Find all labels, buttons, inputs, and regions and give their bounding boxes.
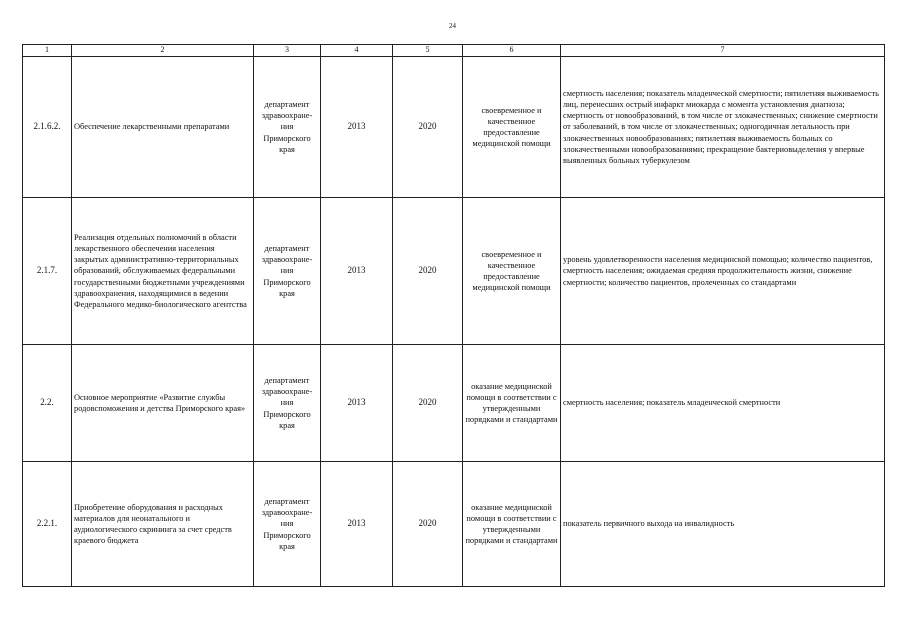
activity-name: Приобретение оборудования и расходных материалов для неонатального и аудиологического скрининга за счет средств краевого бюджета xyxy=(72,462,254,587)
indicators: смертность населения; показатель младенческой смертности xyxy=(561,345,885,462)
start-year: 2013 xyxy=(321,57,393,198)
start-year: 2013 xyxy=(321,462,393,587)
executor: департамент здравоохране- ния Приморского края xyxy=(254,57,321,198)
program-table xyxy=(22,44,885,587)
page-number: 24 xyxy=(449,22,456,30)
column-header: 4 xyxy=(321,45,393,57)
activity-name: Основное мероприятие «Развитие службы родовспоможения и детства Приморского края» xyxy=(72,345,254,462)
table-row xyxy=(23,345,885,462)
end-year: 2020 xyxy=(393,198,463,345)
row-number: 2.1.7. xyxy=(23,198,72,345)
row-number: 2.2.1. xyxy=(23,462,72,587)
column-header: 3 xyxy=(254,45,321,57)
executor: департамент здравоохране- ния Приморского края xyxy=(254,345,321,462)
expected-result: своевременное и качественное предоставление медицинской помощи xyxy=(463,198,561,345)
column-header: 2 xyxy=(72,45,254,57)
row-number: 2.1.6.2. xyxy=(23,57,72,198)
table-row xyxy=(23,57,885,198)
table-row xyxy=(23,462,885,587)
indicators: показатель первичного выхода на инвалидность xyxy=(561,462,885,587)
column-header: 1 xyxy=(23,45,72,57)
end-year: 2020 xyxy=(393,345,463,462)
executor: департамент здравоохране- ния Приморского края xyxy=(254,198,321,345)
column-header: 6 xyxy=(463,45,561,57)
column-header: 5 xyxy=(393,45,463,57)
expected-result: оказание медицинской помощи в соответствии с утвержденными порядками и стандартами xyxy=(463,345,561,462)
row-number: 2.2. xyxy=(23,345,72,462)
end-year: 2020 xyxy=(393,57,463,198)
column-number-row xyxy=(23,45,885,57)
expected-result: оказание медицинской помощи в соответствии с утвержденными порядками и стандартами xyxy=(463,462,561,587)
indicators: смертность населения; показатель младенческой смертности; пятилетняя выживаемость лиц, перенесших острый инфаркт миокарда с момента установления диагноза; смертность от новообразований, в том числе от злокачественных; снижение смертности от заболеваний, в том числе от злокачественных; одногодичная летальность при злокачественных новообразованиях; пятилетняя выживаемость больных со злокачественными новообразованиями; прекращение бактериовыделения у впервые выявленных больных туберкулезом xyxy=(561,57,885,198)
activity-name: Обеспечение лекарственными препаратами xyxy=(72,57,254,198)
column-header: 7 xyxy=(561,45,885,57)
activity-name: Реализация отдельных полномочий в области лекарственного обеспечения населения закрытых административно-территориальных образований, обслуживаемых федеральными государственными бюджетными учреждениями здравоохранения, находящимися в ведении Федерального медико-биологического агентства xyxy=(72,198,254,345)
start-year: 2013 xyxy=(321,198,393,345)
start-year: 2013 xyxy=(321,345,393,462)
expected-result: своевременное и качественное предоставление медицинской помощи xyxy=(463,57,561,198)
indicators: уровень удовлетворенности населения медицинской помощью; количество пациентов, смертность населения; ожидаемая средняя продолжительность жизни, снижение смертности; количество пациентов, пролеченных со стандартами xyxy=(561,198,885,345)
executor: департамент здравоохране- ния Приморского края xyxy=(254,462,321,587)
table-row xyxy=(23,198,885,345)
end-year: 2020 xyxy=(393,462,463,587)
